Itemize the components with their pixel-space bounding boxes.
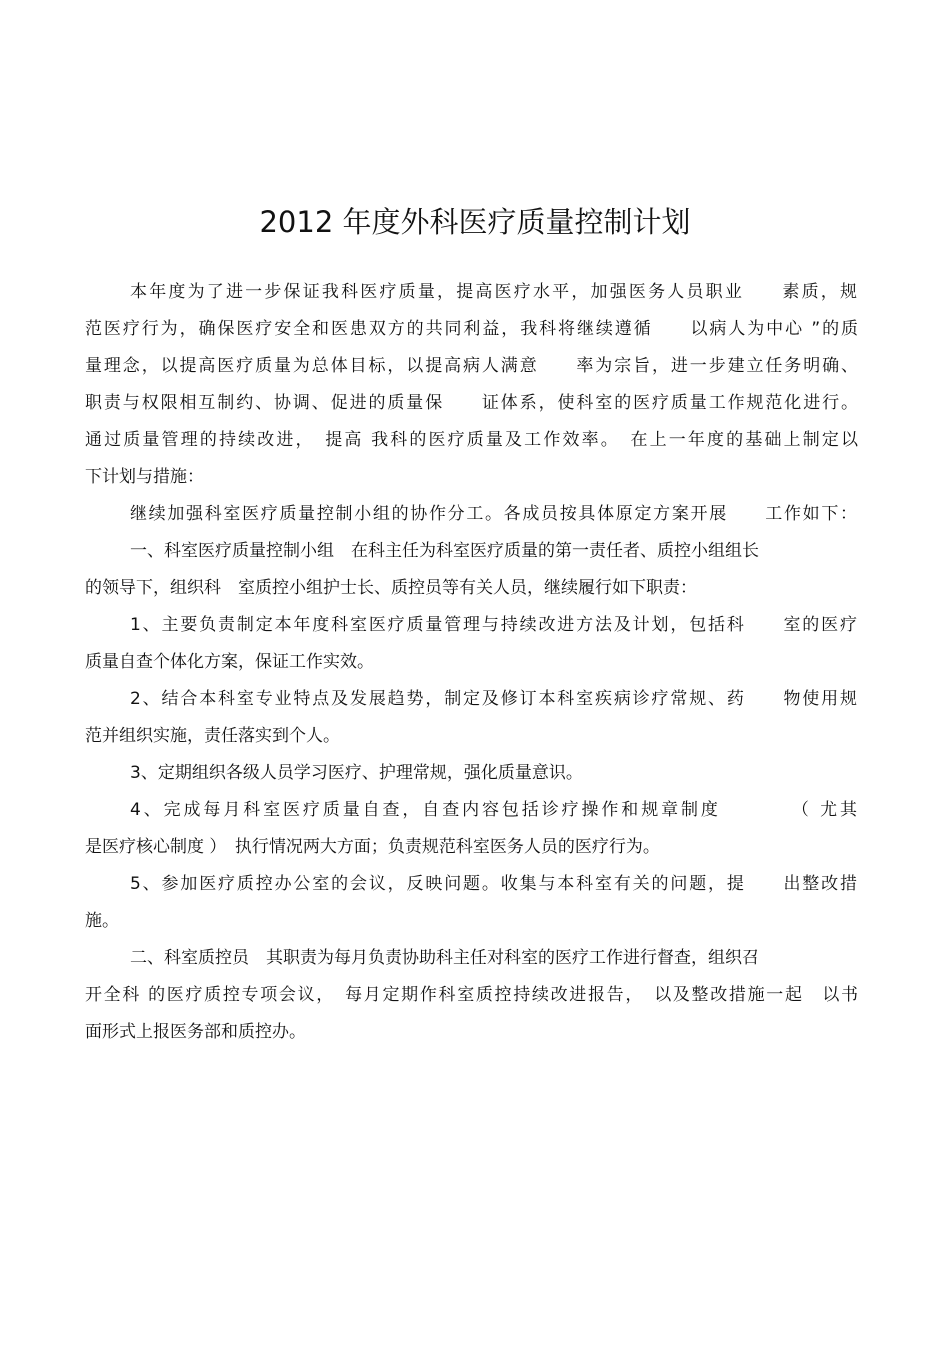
paragraph-line: 1、主要负责制定本年度科室医疗质量管理与持续改进方法及计划，包括科 室的医疗 xyxy=(130,615,857,635)
paragraph-line: 质量自查个体化方案，保证工作实效。 xyxy=(85,652,374,672)
document-title: 2012 年度外科医疗质量控制计划 xyxy=(259,205,691,239)
paragraph-line: 职责与权限相互制约、协调、促进的质量保 证体系，使科室的医疗质量工作规范化进行。 xyxy=(85,393,858,413)
paragraph-line: 二、科室质控员 其职责为每月负责协助科主任对科室的医疗工作进行督查，组织召 xyxy=(130,948,759,968)
paragraph-line: 开全科 的医疗质控专项会议， 每月定期作科室质控持续改进报告， 以及整改措施一起 以书 xyxy=(85,985,858,1005)
paragraph-line: 2、结合本科室专业特点及发展趋势，制定及修订本科室疾病诊疗常规、药 物使用规 xyxy=(130,689,857,709)
paragraph-line: 是医疗核心制度 ） 执行情况两大方面；负责规范科室医务人员的医疗行为。 xyxy=(85,837,660,857)
paragraph-line: 下计划与措施： xyxy=(85,467,204,487)
paragraph-line: 一、科室医疗质量控制小组 在科主任为科室医疗质量的第一责任者、质控小组组长 xyxy=(130,541,759,561)
paragraph-line: 5、参加医疗质控办公室的会议，反映问题。收集与本科室有关的问题，提 出整改措 xyxy=(130,874,857,894)
paragraph-line: 面形式上报医务部和质控办。 xyxy=(85,1022,306,1042)
paragraph-line: 4、完成每月科室医疗质量自查，自查内容包括诊疗操作和规章制度 （ 尤其 xyxy=(130,800,857,820)
paragraph-line: 施。 xyxy=(85,911,119,931)
paragraph-line: 通过质量管理的持续改进， 提高 我科的医疗质量及工作效率。 在上一年度的基础上制定以 xyxy=(85,430,858,450)
paragraph-line: 的领导下，组织科 室质控小组护士长、质控员等有关人员，继续履行如下职责： xyxy=(85,578,697,598)
paragraph-line: 范医疗行为，确保医疗安全和医患双方的共同利益，我科将继续遵循 以病人为中心 ”的质 xyxy=(85,319,858,339)
paragraph-line: 本年度为了进一步保证我科医疗质量，提高医疗水平，加强医务人员职业 素质，规 xyxy=(130,282,857,302)
paragraph-line: 量理念，以提高医疗质量为总体目标，以提高病人满意 率为宗旨，进一步建立任务明确、 xyxy=(85,356,858,376)
paragraph-line: 3、定期组织各级人员学习医疗、护理常规，强化质量意识。 xyxy=(130,763,583,783)
paragraph-line: 继续加强科室医疗质量控制小组的协作分工。各成员按具体原定方案开展 工作如下： xyxy=(130,504,857,524)
paragraph-line: 范并组织实施，责任落实到个人。 xyxy=(85,726,340,746)
